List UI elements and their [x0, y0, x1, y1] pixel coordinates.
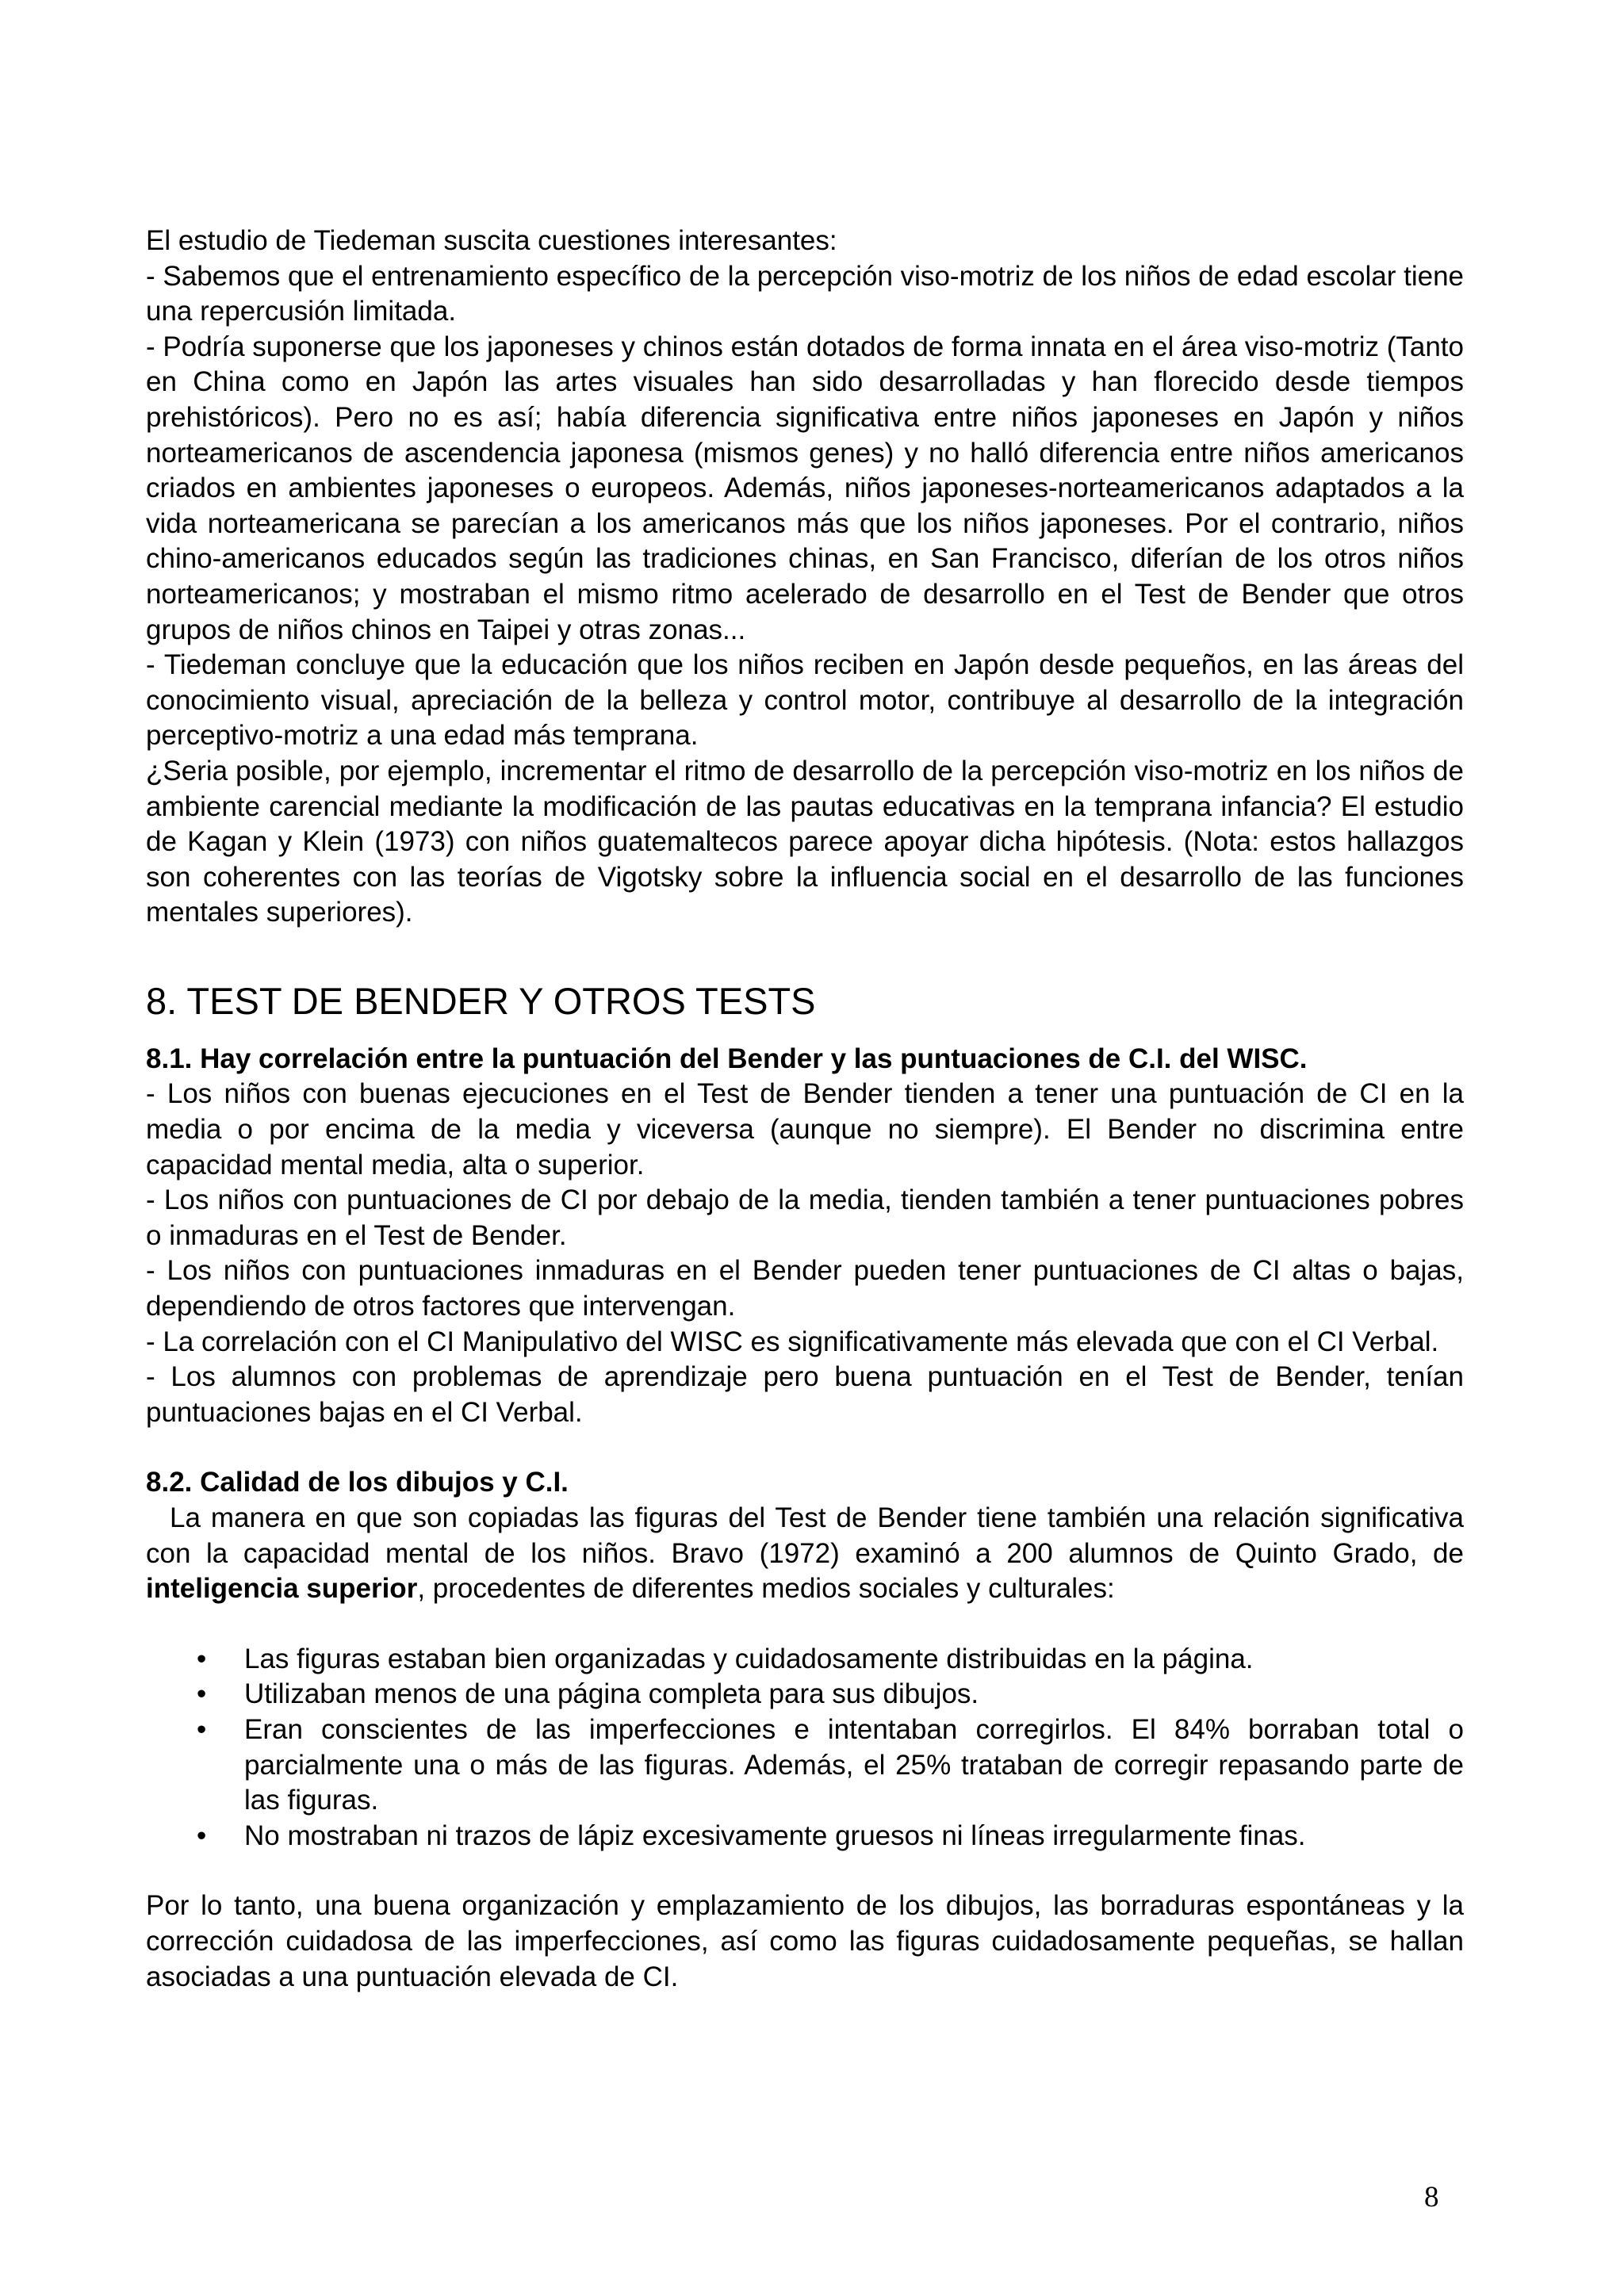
- list-item: [146, 1819, 1464, 1854]
- bullet-icon: •: [197, 1678, 207, 1710]
- list-item-text: Las figuras estaban bien organizadas y cuidadosamente distribuidas en la página.: [244, 1643, 1254, 1674]
- drawings-intro-paragraph: [146, 1501, 1464, 1607]
- intro-paragraph-question: ¿Seria posible, por ejemplo, incrementar el ritmo de desarrollo de la percepción viso-motriz en los niños de ambiente carencial mediante la modificación de las pautas educativas en la temprana infancia? El estudio de Kagan y Klein (1973) con niños guatemaltecos parece apoyar dicha hipótesis. (Nota: estos hallazgos son coherentes con las teorías de Vigotsky sobre la influencia social en el desarrollo de las funciones mentales superiores).: [146, 755, 1464, 928]
- section-spacer: [146, 931, 1464, 978]
- drawings-intro-text-end: , procedentes de diferentes medios sociales y culturales:: [417, 1573, 1115, 1605]
- subsection-heading-drawings: 8.2. Calidad de los dibujos y C.I.: [146, 1467, 569, 1498]
- drawings-bullet-list: [146, 1642, 1464, 1854]
- subsection-spacer: [146, 1430, 1464, 1465]
- section-title: 8. TEST DE BENDER Y OTROS TESTS: [146, 979, 816, 1022]
- drawings-intro-emphasis: inteligencia superior: [146, 1573, 418, 1605]
- list-item-text: Eran conscientes de las imperfecciones e intentaban corregirlos. El 84% borraban total o parcialmente una o más de las figuras. Además, el 25% trataban de corregir repasando parte de las figuras.: [244, 1713, 1464, 1816]
- list-item-text: No mostraban ni trazos de lápiz excesivamente gruesos ni líneas irregularmente finas.: [244, 1820, 1306, 1851]
- subsection-heading-correlation: 8.1. Hay correlación entre la puntuación del Bender y las puntuaciones de C.I. del WISC.: [146, 1043, 1308, 1074]
- drawings-intro-text: La manera en que son copiadas las figuras del Test de Bender tiene también una relación significativa con la capacidad mental de los niños. Bravo (1972) examinó a 200 alumnos de Quinto Grado, de: [146, 1502, 1464, 1569]
- bullet-icon: •: [197, 1643, 207, 1674]
- page-number: 8: [1424, 2181, 1439, 2214]
- drawings-conclusion-paragraph: Por lo tanto, una buena organización y emplazamiento de los dibujos, las borraduras espontáneas y la corrección cuidadosa de las imperfecciones, así como las figuras cuidadosamente pequeñas, se hallan asociadas a una puntuación elevada de CI.: [146, 1890, 1464, 1992]
- correlation-item: - Los niños con puntuaciones de CI por debajo de la media, tienden también a tener puntuaciones pobres o inmaduras en el Test de Bender.: [146, 1184, 1464, 1251]
- intro-paragraph-training: - Sabemos que el entrenamiento específico de la percepción viso-motriz de los niños de edad escolar tiene una repercusión limitada.: [146, 260, 1464, 327]
- bullet-icon: •: [197, 1820, 207, 1851]
- list-item: [146, 1712, 1464, 1819]
- page-content: [146, 224, 1464, 1995]
- list-item: [146, 1677, 1464, 1712]
- correlation-item: - Los niños con puntuaciones inmaduras en el Bender pueden tener puntuaciones de CI altas o bajas, dependiendo de otros factores que intervengan.: [146, 1255, 1464, 1322]
- intro-line: El estudio de Tiedeman suscita cuestiones interesantes:: [146, 225, 837, 256]
- bullet-icon: •: [197, 1713, 207, 1745]
- list-item-text: Utilizaban menos de una página completa para sus dibujos.: [244, 1678, 979, 1710]
- intro-paragraph-innate: - Podría suponerse que los japoneses y chinos están dotados de forma innata en el área viso-motriz (Tanto en China como en Japón las artes visuales han sido desarrolladas y han florecido desde tiempos prehistóricos). Pero no es así; había diferencia significativa entre niños japoneses en Japón y niños norteamericanos de ascendencia japonesa (mismos genes) y no halló diferencia entre niños americanos criados en ambientes japoneses o europeos. Además, niños japoneses-norteamericanos adaptados a la vida norteamericana se parecían a los americanos más que los niños japoneses. Por el contrario, niños chino-americanos educados según las tradiciones chinas, en San Francisco, diferían de los otros niños norteamericanos; y mostraban el mismo ritmo acelerado de desarrollo en el Test de Bender que otros grupos de niños chinos en Taipei y otras zonas...: [146, 331, 1464, 645]
- intro-paragraph-conclusion: - Tiedeman concluye que la educación que los niños reciben en Japón desde pequeños, en las áreas del conocimiento visual, apreciación de la belleza y control motor, contribuye al desarrollo de la integración perceptivo-motriz a una edad más temprana.: [146, 649, 1464, 752]
- correlation-item: - Los alumnos con problemas de aprendizaje pero buena puntuación en el Test de Bender, tenían puntuaciones bajas en el CI Verbal.: [146, 1361, 1464, 1428]
- correlation-item: - Los niños con buenas ejecuciones en el Test de Bender tienden a tener una puntuación de CI en la media o por encima de la media y viceversa (aunque no siempre). El Bender no discrimina entre capacidad mental media, alta o superior.: [146, 1078, 1464, 1181]
- list-item: [146, 1642, 1464, 1678]
- correlation-item: - La correlación con el CI Manipulativo del WISC es significativamente más elevada que con el CI Verbal.: [146, 1326, 1439, 1357]
